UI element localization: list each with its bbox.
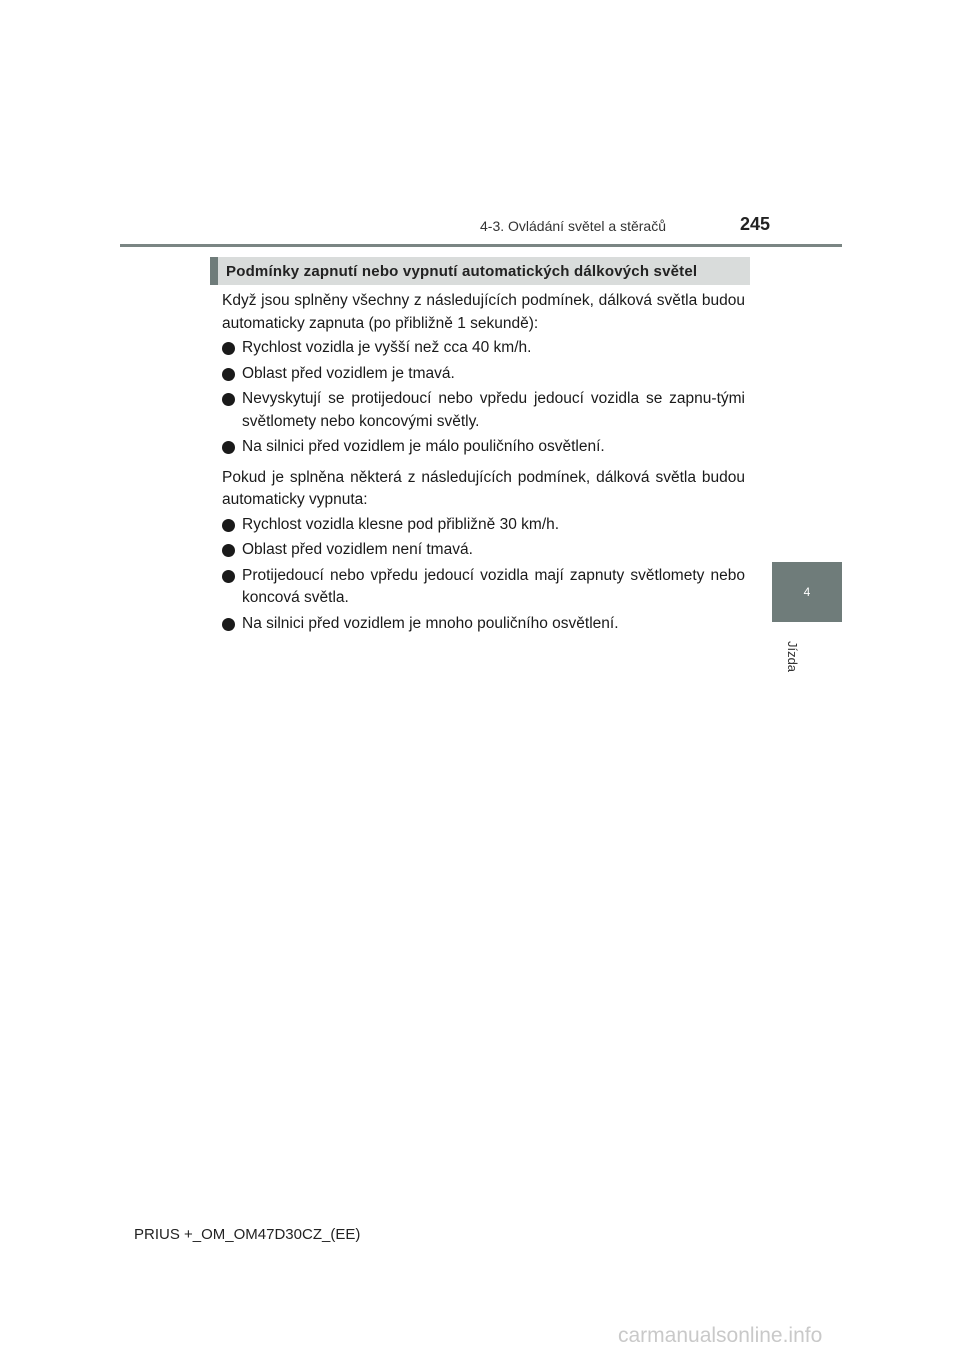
list-item <box>222 613 745 636</box>
chapter-label <box>780 636 806 676</box>
list-item <box>222 388 745 433</box>
bullet-icon <box>222 368 235 381</box>
list-item <box>222 436 745 459</box>
list-item <box>222 565 745 610</box>
chapter-label-text: Jízda <box>785 640 801 672</box>
page-content <box>222 290 745 643</box>
list-item <box>222 337 745 360</box>
watermark: carmanualsonline.info <box>618 1324 823 1347</box>
on-intro-paragraph: Když jsou splněny všechny z následujících podmínek, dálková světla budou automaticky zapnuta (po přibližně 1 sekundě): <box>222 292 745 332</box>
chapter-number: 4 <box>803 585 811 599</box>
list-item-text: Na silnici před vozidlem je málo pouličního osvětlení. <box>242 438 605 455</box>
page-number: 245 <box>740 214 771 234</box>
section-heading-text: Podmínky zapnutí nebo vypnutí automatických dálkových světel <box>226 262 698 280</box>
list-item-text: Oblast před vozidlem je tmavá. <box>242 364 455 382</box>
list-item-text: Nevyskytují se protijedoucí nebo vpředu jedoucí vozidla se zapnu-tými světlomety nebo koncovými světly. <box>242 390 745 430</box>
list-item-text: Rychlost vozidla klesne pod přibližně 30 km/h. <box>242 515 560 533</box>
header-section-title: 4-3. Ovládání světel a stěračů <box>480 218 666 234</box>
footer-document-code: PRIUS +_OM_OM47D30CZ_(EE) <box>134 1226 361 1243</box>
section-heading <box>210 257 750 285</box>
bullet-icon <box>222 618 235 631</box>
list-item <box>222 363 745 386</box>
bullet-icon <box>222 393 235 406</box>
on-conditions-list <box>222 337 745 459</box>
list-item-text: Rychlost vozidla je vyšší než cca 40 km/h. <box>242 339 532 356</box>
list-item-text: Na silnici před vozidlem je mnoho pouličního osvětlení. <box>242 614 619 632</box>
list-item-text: Protijedoucí nebo vpředu jedoucí vozidla mají zapnuty světlomety nebo koncová světla. <box>242 566 745 606</box>
bullet-icon <box>222 570 235 583</box>
list-item <box>222 539 745 562</box>
list-item <box>222 514 745 537</box>
list-item-text: Oblast před vozidlem není tmavá. <box>242 541 473 558</box>
bullet-icon <box>222 342 235 355</box>
bullet-icon <box>222 519 235 532</box>
chapter-tab <box>772 562 842 622</box>
header-divider <box>120 244 842 247</box>
bullet-icon <box>222 441 235 454</box>
off-intro-paragraph: Pokud je splněna některá z následujících podmínek, dálková světla budou automaticky vypnuta: <box>222 468 745 508</box>
bullet-icon <box>222 544 235 557</box>
off-conditions-list <box>222 514 745 636</box>
